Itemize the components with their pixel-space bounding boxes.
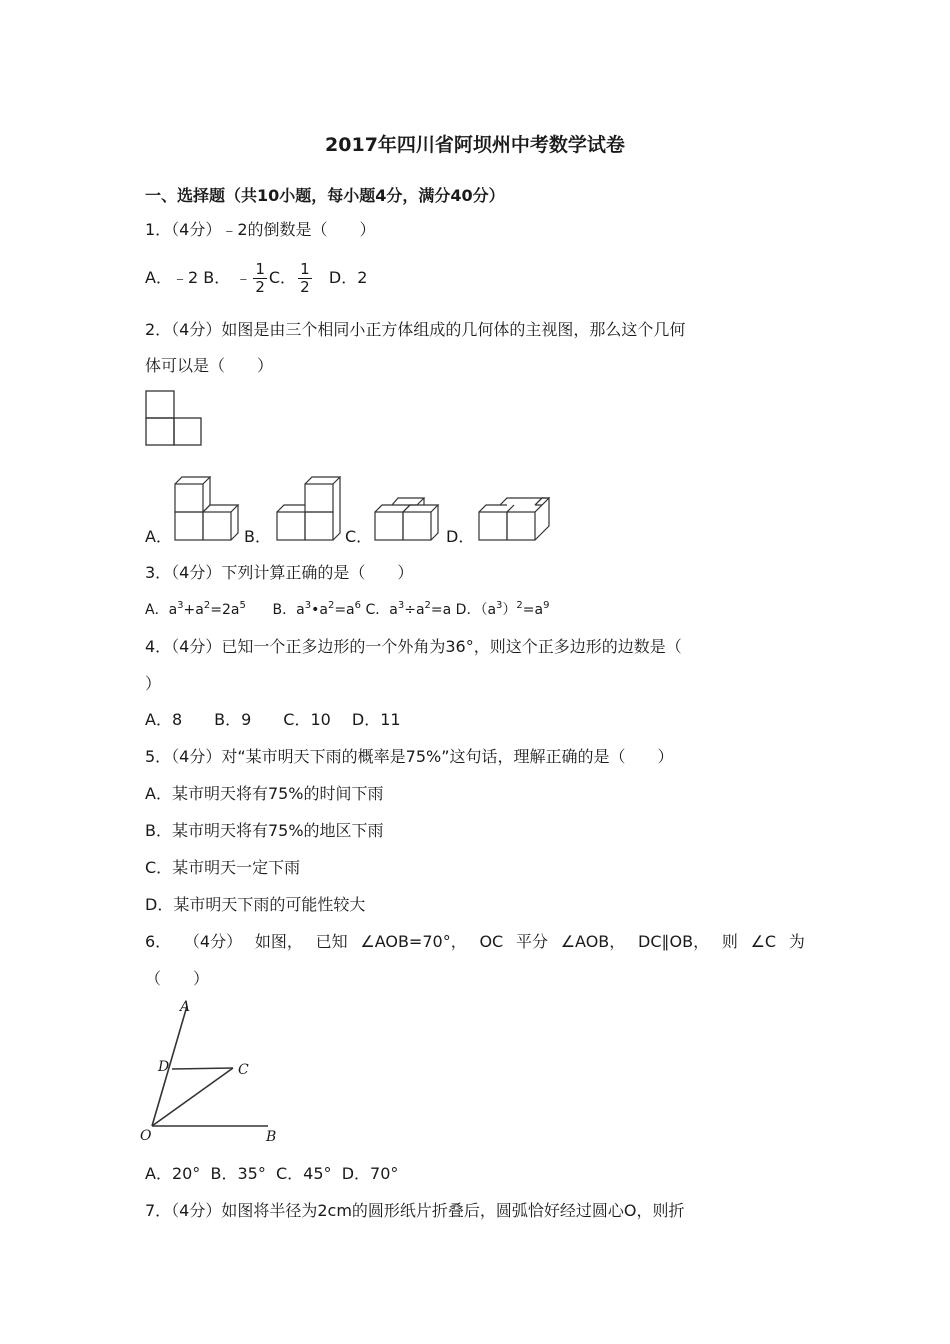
section-heading: 一、选择题（共10小题，每小题4分，满分40分） (145, 186, 505, 205)
q1-option-d: D．2 (328, 268, 368, 287)
q1-options (145, 258, 367, 298)
q2-option-b-label: B． (244, 527, 271, 546)
q2-option-a-label: A． (145, 527, 172, 546)
q1-fraction-c: $\frac{1}{2}$ (300, 260, 310, 296)
q6-options: A．20° B．35° C．45° D．70° (145, 1164, 399, 1183)
q4-options: A．8 B．9 C．10 D．11 (145, 710, 401, 729)
q2-option-d-label: D． (446, 527, 475, 546)
q1-option-a: A．﹣2 (145, 268, 199, 287)
q2-option-c-label: C． (345, 527, 373, 546)
segment-oc (152, 1068, 233, 1126)
q2-stem-line1: 2．（4分）如图是由三个相同小正方体组成的几何体的主视图，那么这个几何 (145, 320, 686, 339)
q3-stem: 3．（4分）下列计算正确的是（ ） (145, 563, 414, 582)
q2-option-c-solid (370, 488, 442, 546)
label-d: D (158, 1059, 170, 1075)
q1-option-b-sign: ﹣ (235, 268, 252, 287)
q7-stem-line1: 7．（4分）如图将半径为2cm的圆形纸片折叠后，圆弧恰好经过圆心O，则折 (145, 1201, 685, 1220)
q4-stem-line2: ） (145, 674, 162, 693)
q1-option-c-label: C． (268, 268, 297, 287)
q5-option-c: C．某市明天一定下雨 (145, 858, 301, 877)
q2-option-b-solid (272, 474, 347, 546)
q3-options: A．$a^3+a^2=2a^5$ B．$a^3•a^2=a^6$ C．$a^3\div a^2=a$ D．$(a^3)^2=a^9$ (145, 600, 550, 618)
q2-stem-line2: 体可以是（ ） (145, 356, 274, 375)
q2-front-view-figure (145, 390, 205, 448)
segment-dc (172, 1068, 233, 1069)
label-b: B (266, 1129, 277, 1145)
q6-stem-line2: （ ） (145, 969, 210, 988)
q1-option-b-label: B． (203, 268, 231, 287)
label-o: O (140, 1128, 152, 1144)
q1-fraction-b: $\frac{1}{2}$ (255, 260, 265, 296)
q4-stem-line1: 4．（4分）已知一个正多边形的一个外角为36°，则这个正多边形的边数是（ (145, 637, 682, 656)
q2-option-a-solid (170, 474, 245, 546)
q6-stem-line1: 6． （4分） 如图， 已知 ∠AOB=70°， OC 平分 ∠AOB， DC∥OB， 则 ∠C 为 (145, 932, 805, 951)
q5-stem: 5．（4分）对“某市明天下雨的概率是75%”这句话，理解正确的是（ ） (145, 747, 674, 766)
label-c: C (238, 1062, 249, 1078)
label-a: A (180, 999, 191, 1015)
q5-option-d: D．某市明天下雨的可能性较大 (145, 895, 366, 914)
page-title: 2017年四川省阿坝州中考数学试卷 (325, 134, 625, 156)
q1-stem: 1．（4分）﹣2的倒数是（ ） (145, 220, 376, 239)
q5-option-a: A．某市明天将有75%的时间下雨 (145, 784, 384, 803)
q5-option-b: B．某市明天将有75%的地区下雨 (145, 821, 384, 840)
q2-option-d-solid (474, 488, 556, 546)
q6-angle-figure (140, 998, 290, 1148)
